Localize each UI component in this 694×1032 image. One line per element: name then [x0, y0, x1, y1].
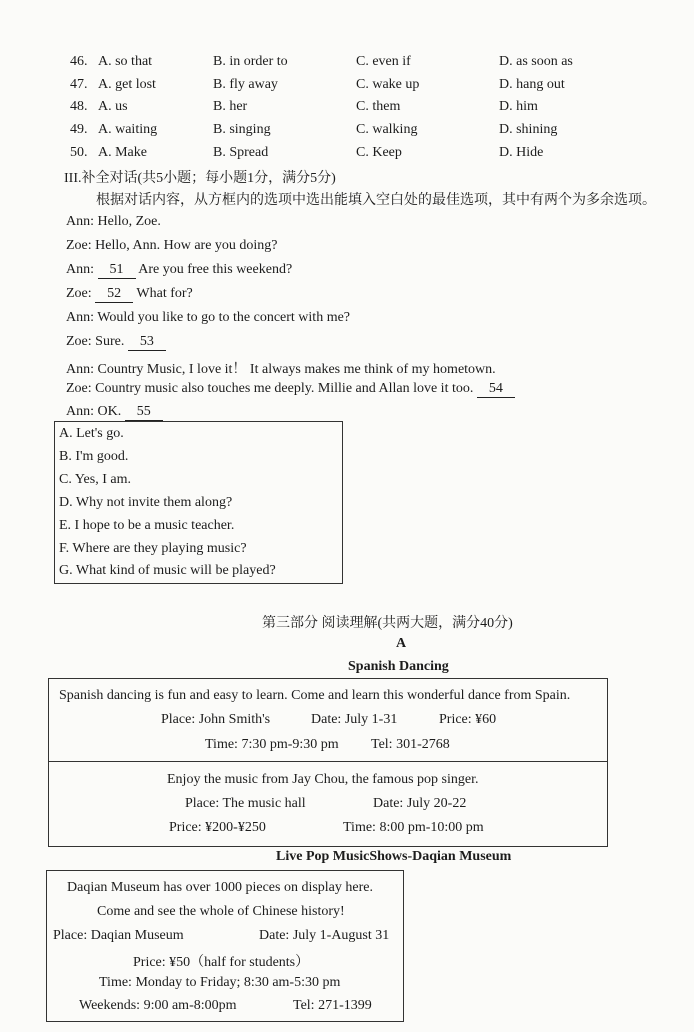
option-c: C. walking: [356, 122, 418, 137]
option-a: A. so that: [98, 54, 153, 69]
option-a: A. waiting: [98, 122, 158, 137]
ad-tel: Tel: 271-1399: [293, 998, 372, 1013]
answer-blank: 53: [128, 334, 166, 351]
speaker-text: Zoe:: [66, 286, 96, 301]
ad-price: Price: ¥200-¥250: [169, 820, 266, 835]
option-c: C. them: [356, 99, 401, 114]
answer-blank: 54: [477, 381, 515, 398]
option-d: D. as soon as: [499, 54, 573, 69]
question-number: 46.: [70, 54, 88, 69]
mc-row-49: [0, 122, 694, 144]
section-instruction: 根据对话内容，从方框内的选项中选出能填入空白处的最佳选项，其中有两个为多余选项。: [96, 193, 656, 208]
dialogue-line: Ann: Would you like to go to the concert with me?: [66, 310, 351, 325]
ad-price: Price: ¥50（half for students）: [133, 955, 310, 970]
option-c: C. wake up: [356, 77, 420, 92]
ad-time: Time: 7:30 pm-9:30 pm: [205, 737, 339, 752]
choice-item: G. What kind of music will be played?: [59, 563, 276, 578]
section-heading: III.补全对话(共5小题；每小题1分，满分5分): [64, 171, 336, 186]
mc-row-47: [0, 77, 694, 99]
ad-title: Live Pop MusicShows-Daqian Museum: [276, 849, 512, 864]
option-b: B. her: [213, 99, 248, 114]
part-title: 第三部分 阅读理解(共两大题，满分40分): [262, 616, 513, 631]
ad-price: Price: ¥60: [439, 712, 497, 727]
dialogue-line: [66, 381, 515, 398]
option-c: C. even if: [356, 54, 411, 69]
choice-item: F. Where are they playing music?: [59, 541, 247, 556]
speaker-text: Zoe: Country music also touches me deeply. Millie and Allan love it too.: [66, 381, 477, 396]
ad-box-museum: [46, 870, 404, 1022]
option-d: D. hang out: [499, 77, 565, 92]
ad-weekends: Weekends: 9:00 am-8:00pm: [79, 998, 237, 1013]
question-number: 48.: [70, 99, 88, 114]
option-d: D. shining: [499, 122, 558, 137]
choices-box: [54, 421, 343, 584]
choice-item: E. I hope to be a music teacher.: [59, 518, 235, 533]
ad-date: Date: July 20-22: [373, 796, 467, 811]
answer-blank: 51: [98, 262, 136, 279]
ad-description: Enjoy the music from Jay Chou, the famous pop singer.: [167, 772, 479, 787]
option-b: B. singing: [213, 122, 271, 137]
mc-row-50: [0, 145, 694, 167]
dialogue-line: [66, 334, 166, 351]
ad-date: Date: July 1-August 31: [259, 928, 390, 943]
ad-description: Come and see the whole of Chinese history!: [97, 904, 345, 919]
ad-description: Spanish dancing is fun and easy to learn. Come and learn this wonderful dance from Spain.: [59, 688, 571, 703]
answer-blank: 52: [95, 286, 133, 303]
dialogue-text: What for?: [133, 286, 193, 301]
option-a: A. Make: [98, 145, 147, 160]
ad-place: Place: John Smith's: [161, 712, 271, 727]
choice-item: D. Why not invite them along?: [59, 495, 233, 510]
ad-description: Daqian Museum has over 1000 pieces on display here.: [67, 880, 373, 895]
question-number: 50.: [70, 145, 88, 160]
speaker-text: Ann: OK.: [66, 404, 125, 419]
option-d: D. him: [499, 99, 538, 114]
mc-row-46: [0, 54, 694, 76]
choice-item: C. Yes, I am.: [59, 472, 131, 487]
dialogue-line: [66, 286, 193, 303]
option-d: D. Hide: [499, 145, 544, 160]
question-number: 49.: [70, 122, 88, 137]
speaker-text: Ann:: [66, 262, 98, 277]
ad-box-spanish-dancing: [48, 678, 608, 762]
answer-blank: 55: [125, 404, 163, 421]
choice-item: B. I'm good.: [59, 449, 129, 464]
option-a: A. us: [98, 99, 128, 114]
dialogue-line: Zoe: Hello, Ann. How are you doing?: [66, 238, 278, 253]
ad-time: Time: 8:00 pm-10:00 pm: [343, 820, 484, 835]
section-letter: A: [396, 636, 407, 651]
ad-box-pop-music: [48, 761, 608, 847]
option-c: C. Keep: [356, 145, 402, 160]
dialogue-line: [66, 262, 292, 279]
dialogue-text: Are you free this weekend?: [135, 262, 293, 277]
question-number: 47.: [70, 77, 88, 92]
dialogue-line: Ann: Country Music, I love it！ It always makes me think of my hometown.: [66, 362, 496, 377]
option-a: A. get lost: [98, 77, 156, 92]
speaker-text: Zoe: Sure.: [66, 334, 128, 349]
ad-time: Time: Monday to Friday; 8:30 am-5:30 pm: [99, 975, 341, 990]
ad-place: Place: Daqian Museum: [53, 928, 184, 943]
ad-title: Spanish Dancing: [348, 659, 449, 674]
ad-place: Place: The music hall: [185, 796, 306, 811]
ad-date: Date: July 1-31: [311, 712, 398, 727]
dialogue-line: [66, 404, 163, 421]
choice-item: A. Let's go.: [59, 426, 124, 441]
ad-tel: Tel: 301-2768: [371, 737, 450, 752]
mc-row-48: [0, 99, 694, 121]
dialogue-line: Ann: Hello, Zoe.: [66, 214, 161, 229]
option-b: B. Spread: [213, 145, 269, 160]
option-b: B. fly away: [213, 77, 278, 92]
option-b: B. in order to: [213, 54, 288, 69]
